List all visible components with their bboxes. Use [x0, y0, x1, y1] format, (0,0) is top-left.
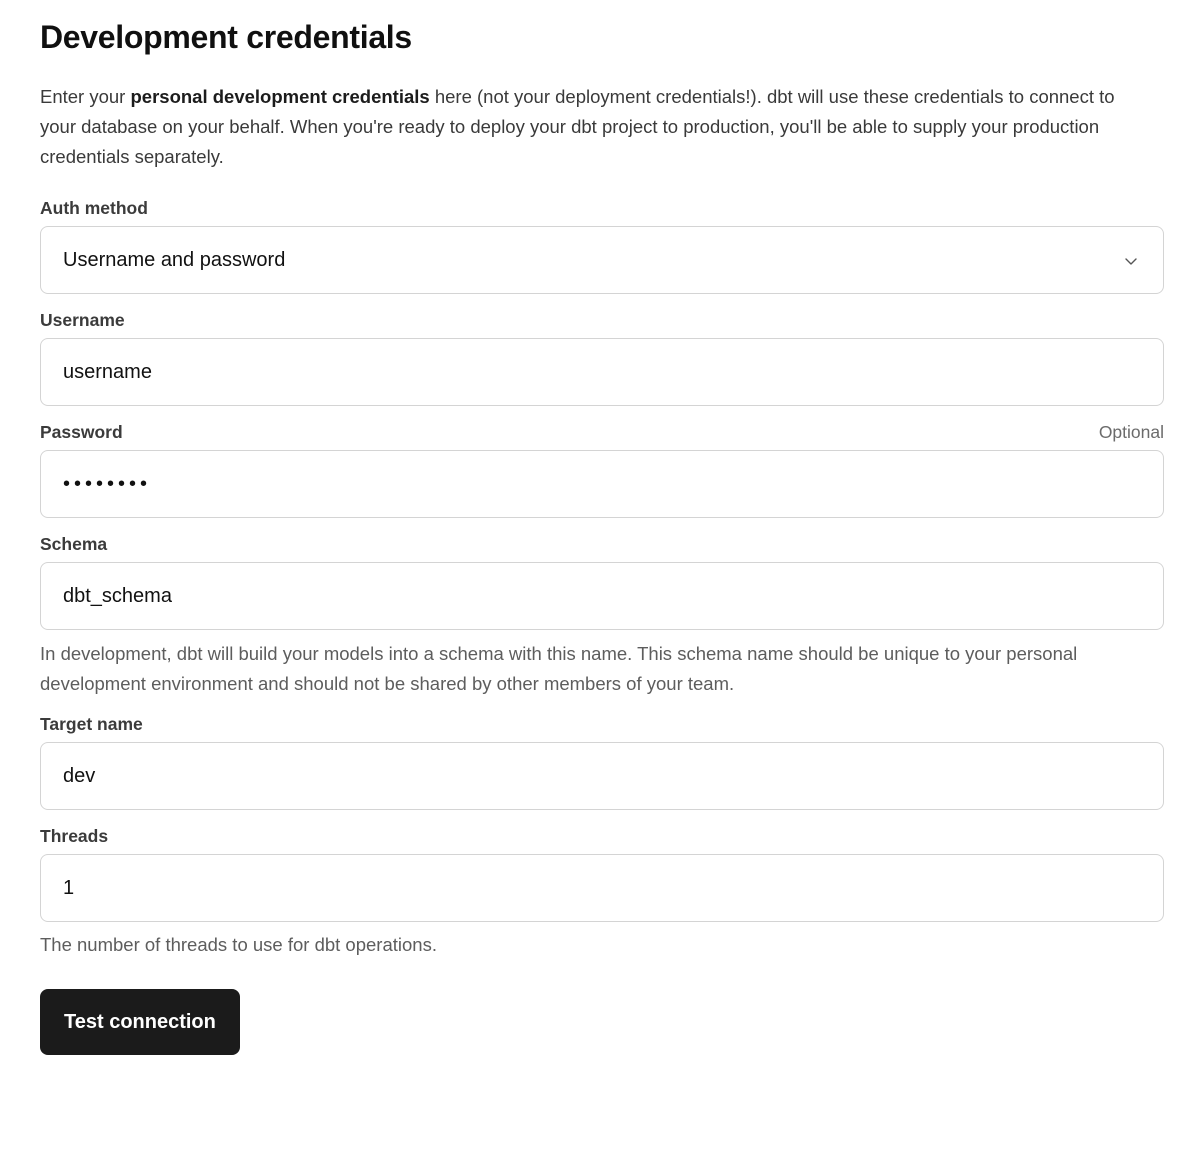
intro-paragraph: [40, 82, 1140, 172]
auth-method-field: [40, 198, 1164, 294]
password-label-row: [40, 422, 1164, 443]
schema-label: Schema: [40, 534, 108, 555]
test-connection-button[interactable]: Test connection: [40, 989, 240, 1055]
schema-input[interactable]: [40, 562, 1164, 630]
password-field: [40, 422, 1164, 518]
intro-text-part2: here (not your deployment credentials!). dbt will use these credentials to connect to your database on your behalf. When you're ready to deploy your dbt project to production, you'll be able to supply your production credentials separately.: [40, 86, 1115, 168]
password-optional-badge: Optional: [1098, 422, 1164, 443]
username-value: username: [63, 361, 152, 384]
target-name-label-row: [40, 714, 1164, 735]
threads-label: Threads: [40, 825, 109, 846]
password-label: Password: [40, 422, 123, 443]
intro-text-part1: Enter your: [40, 86, 131, 108]
password-masked-value: ••••••••: [63, 473, 152, 496]
auth-method-select[interactable]: [40, 226, 1164, 294]
auth-method-value: Username and password: [63, 249, 286, 272]
schema-helper-text: In development, dbt will build your models into a schema with this name. This schema name should be unique to your personal development environment and should not be shared by other members of your team.: [40, 643, 1078, 694]
username-label: Username: [40, 310, 125, 331]
username-input[interactable]: [40, 338, 1164, 406]
username-label-row: [40, 310, 1164, 331]
username-field: [40, 310, 1164, 406]
target-name-input[interactable]: [40, 742, 1164, 810]
target-name-field: [40, 714, 1164, 810]
password-input[interactable]: [40, 450, 1164, 518]
chevron-down-icon: [1123, 252, 1139, 268]
intro-text-bold: personal development credentials: [130, 86, 430, 108]
threads-field: [40, 826, 1164, 959]
schema-label-row: [40, 534, 1164, 555]
auth-method-label-row: [40, 198, 1164, 219]
target-name-label: Target name: [40, 713, 143, 734]
threads-input[interactable]: [40, 854, 1164, 922]
threads-value: 1: [63, 876, 75, 899]
threads-helper-text: The number of threads to use for dbt operations.: [40, 933, 437, 955]
page-title: Development credentials: [40, 19, 412, 55]
schema-value: dbt_schema: [63, 585, 172, 608]
target-name-value: dev: [63, 764, 96, 787]
threads-label-row: [40, 826, 1164, 847]
auth-method-label: Auth method: [40, 198, 148, 219]
schema-field: [40, 534, 1164, 697]
